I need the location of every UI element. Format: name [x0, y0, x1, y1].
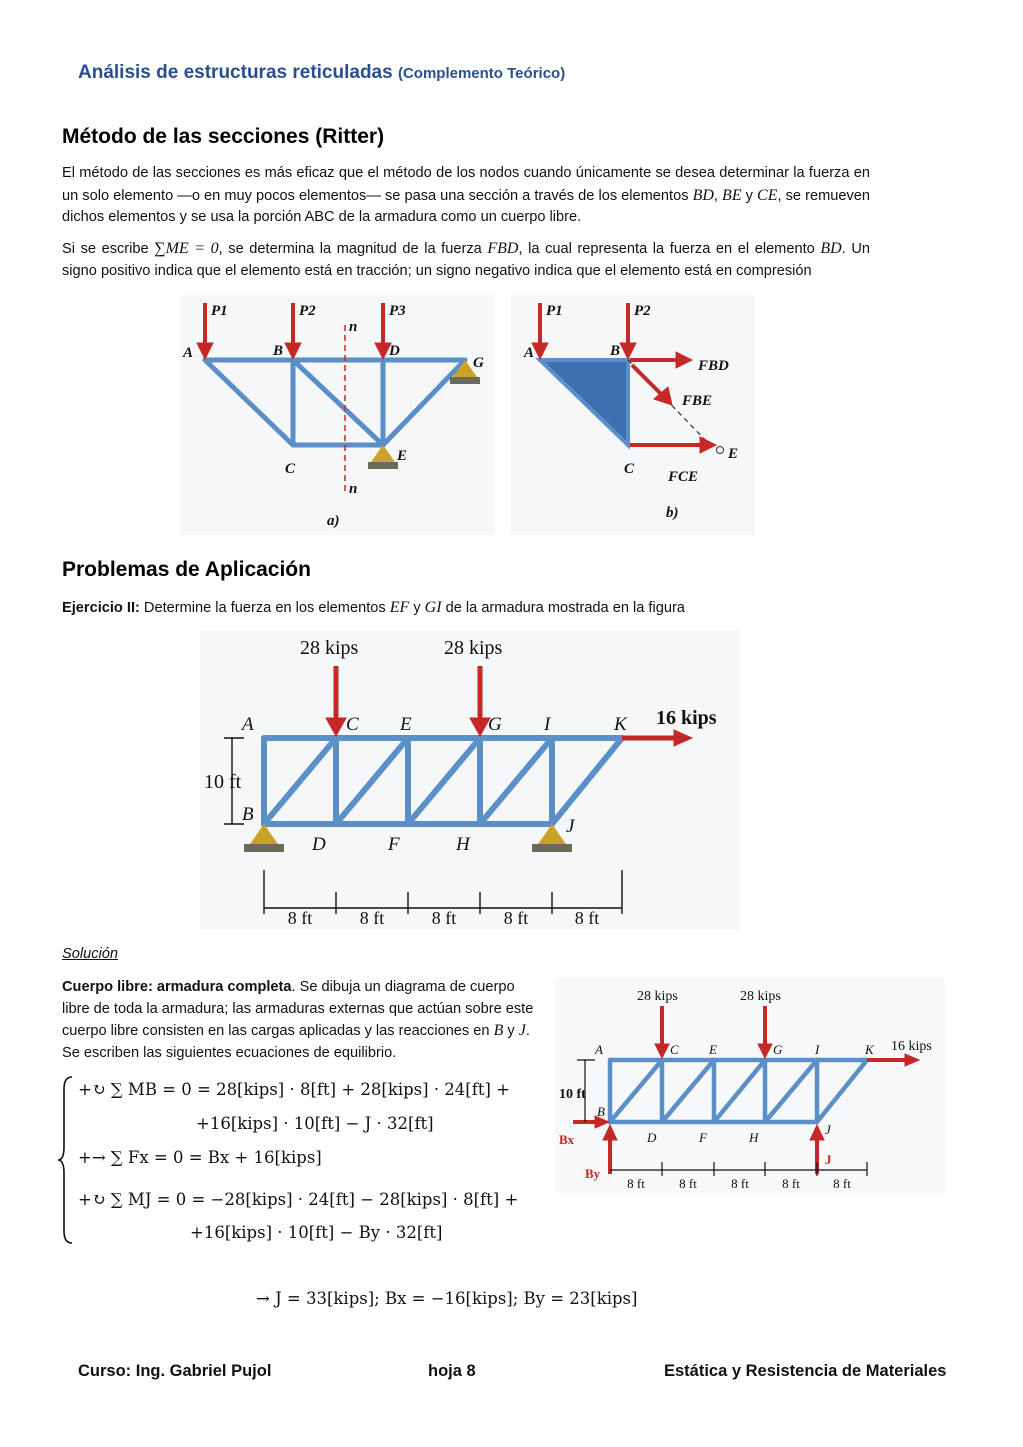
exercise-label: Ejercicio II:: [62, 600, 140, 616]
equation-sum-fx: +→ ∑ Fx = 0 = Bx + 16[kips]: [78, 1148, 322, 1167]
text: de la armadura mostrada en la figura: [441, 600, 685, 616]
figure-background: [510, 295, 755, 535]
label-horizontal-load: 16 kips: [656, 707, 717, 729]
label-fce: FCE: [668, 469, 699, 485]
node-f: F: [388, 834, 400, 855]
label-p1: P1: [546, 303, 563, 319]
label-load-g: 28 kips: [444, 637, 503, 659]
node-j: J: [825, 1122, 831, 1137]
span-1: 8 ft: [287, 908, 313, 928]
figure-background: [555, 978, 945, 1193]
node-b: B: [610, 343, 621, 359]
text: . Se dibuja un diagrama de cuerpo libre de toda la armadura; las armaduras externas que actúan sobre este cuerpo libre consisten en las cargas aplicadas y las reacciones en: [62, 979, 534, 1039]
label-n-bottom: n: [349, 481, 358, 497]
label-n-top: n: [349, 319, 358, 335]
label-height: 10 ft: [559, 1087, 586, 1102]
node-i: I: [544, 714, 551, 735]
figure-a-truss: [175, 295, 495, 535]
node-d: D: [647, 1130, 657, 1145]
caption-b: b): [666, 505, 679, 521]
text: y: [503, 1023, 519, 1039]
paragraph-ritter-moment: [62, 238, 870, 282]
node-e: E: [728, 446, 739, 462]
span-5: 8 ft: [833, 1176, 851, 1191]
node-c: C: [624, 461, 635, 477]
text: Si se escribe: [62, 241, 155, 257]
math-ef: EF: [389, 599, 410, 616]
math-bd: BD: [820, 240, 842, 257]
figure-background: [200, 630, 740, 930]
label-p2: P2: [299, 303, 316, 319]
label-p3: P3: [389, 303, 406, 319]
node-c: C: [346, 714, 359, 735]
text: y: [741, 187, 758, 204]
node-h: H: [749, 1130, 759, 1145]
equation-results: → J = 33[kips]; Bx = −16[kips]; By = 23[kips]: [256, 1289, 638, 1308]
text: y: [409, 600, 425, 616]
text: ,: [713, 187, 723, 204]
free-body-paragraph: [62, 977, 534, 1064]
node-a: A: [242, 714, 254, 735]
node-f: F: [699, 1130, 707, 1145]
node-g: G: [488, 714, 502, 735]
caption-a: a): [327, 513, 340, 529]
math-b: B: [493, 1022, 504, 1039]
figure-b-free-body: [510, 295, 755, 535]
node-a: A: [183, 345, 194, 361]
math-be: BE: [722, 186, 742, 204]
text: Determine la fuerza en los elementos: [139, 600, 390, 616]
label-load-c: 28 kips: [300, 637, 359, 659]
node-b: B: [242, 804, 254, 825]
label-by: By: [585, 1166, 601, 1181]
node-g: G: [773, 1042, 783, 1057]
figure-background: [180, 295, 495, 535]
section-heading-problems: Problemas de Aplicación: [62, 558, 311, 581]
text: . Un signo positivo indica que el elemento está en tracción; un signo negativo indica que el elemento está en compresión: [62, 241, 870, 279]
span-4: 8 ft: [503, 908, 529, 928]
node-i: I: [815, 1042, 820, 1057]
node-d: D: [312, 834, 326, 855]
text: , la cual representa la fuerza en el elemento: [518, 241, 821, 257]
solution-label: Solución: [62, 946, 118, 962]
label-fbd: FBD: [698, 358, 729, 374]
section-heading-ritter: Método de las secciones (Ritter): [62, 125, 385, 148]
text: El método de las secciones es más eficaz que el método de los nodos cuando únicamente se desea determinar la fuerza en un solo elemento —o en muy pocos elementos— se pasa una sección a través de los elementos: [62, 165, 870, 204]
span-5: 8 ft: [574, 908, 600, 928]
math-j: J: [518, 1022, 526, 1039]
page-header: [78, 62, 565, 84]
node-b: B: [597, 1104, 605, 1119]
exercise-statement: [62, 597, 870, 620]
span-4: 8 ft: [782, 1176, 800, 1191]
free-body-heading: Cuerpo libre: armadura completa: [62, 979, 292, 995]
label-j-reaction: J: [825, 1152, 832, 1167]
equation-moment-b-line1: +↻ ∑ MB = 0 = 28[kips] · 8[ft] + 28[kips] · 24[ft] +: [78, 1080, 510, 1099]
text: . Se escriben las siguientes ecuaciones de equilibrio.: [62, 1023, 530, 1061]
span-2: 8 ft: [359, 908, 385, 928]
math-sum-me: ∑ME = 0: [154, 240, 219, 257]
label-load-g: 28 kips: [740, 989, 781, 1004]
node-e: E: [400, 714, 412, 735]
label-p2: P2: [634, 303, 651, 319]
span-1: 8 ft: [627, 1176, 645, 1191]
span-2: 8 ft: [679, 1176, 697, 1191]
node-c: C: [285, 461, 296, 477]
equation-moment-b-line2: +16[kips] · 10[ft] − J · 32[ft]: [196, 1114, 434, 1133]
footer-course: Curso: Ing. Gabriel Pujol: [78, 1362, 272, 1380]
math-gi: GI: [424, 599, 442, 616]
footer-subject: Estática y Resistencia de Materiales: [664, 1362, 947, 1380]
footer-page: hoja 8: [428, 1362, 476, 1380]
node-h: H: [456, 834, 470, 855]
node-k: K: [614, 714, 627, 735]
text: , se remueven dichos elementos y se usa la porción ABC de la armadura como un cuerpo libre.: [62, 187, 870, 225]
text: , se determina la magnitud de la fuerza: [218, 241, 488, 257]
node-b: B: [273, 343, 284, 359]
label-horizontal-load: 16 kips: [891, 1039, 932, 1054]
node-d: D: [389, 343, 400, 359]
figure-free-body-diagram: [555, 978, 945, 1193]
node-g: G: [473, 355, 484, 371]
header-subtitle: (Complemento Teórico): [397, 65, 566, 82]
paragraph-ritter-intro: [62, 163, 870, 229]
span-3: 8 ft: [731, 1176, 749, 1191]
label-height: 10 ft: [204, 771, 242, 793]
node-e: E: [709, 1042, 717, 1057]
label-load-c: 28 kips: [637, 989, 678, 1004]
node-k: K: [865, 1042, 874, 1057]
node-a: A: [595, 1042, 603, 1057]
label-fbe: FBE: [682, 393, 713, 409]
equation-brace: [56, 1075, 76, 1245]
equation-moment-j-line2: +16[kips] · 10[ft] − By · 32[ft]: [190, 1223, 443, 1242]
label-p1: P1: [211, 303, 228, 319]
label-bx: Bx: [559, 1132, 575, 1147]
math-bd: BD: [692, 186, 714, 204]
node-j: J: [566, 816, 575, 837]
node-c: C: [670, 1042, 679, 1057]
header-title: Análisis de estructuras reticuladas: [78, 62, 393, 83]
node-e: E: [397, 448, 408, 464]
math-ce: CE: [757, 186, 778, 204]
equation-moment-j-line1: +↻ ∑ MJ = 0 = −28[kips] · 24[ft] − 28[kips] · 8[ft] +: [78, 1190, 519, 1209]
math-fbd: FBD: [487, 240, 519, 257]
node-a: A: [524, 345, 535, 361]
figure-exercise-truss: [200, 630, 740, 930]
span-3: 8 ft: [431, 908, 457, 928]
